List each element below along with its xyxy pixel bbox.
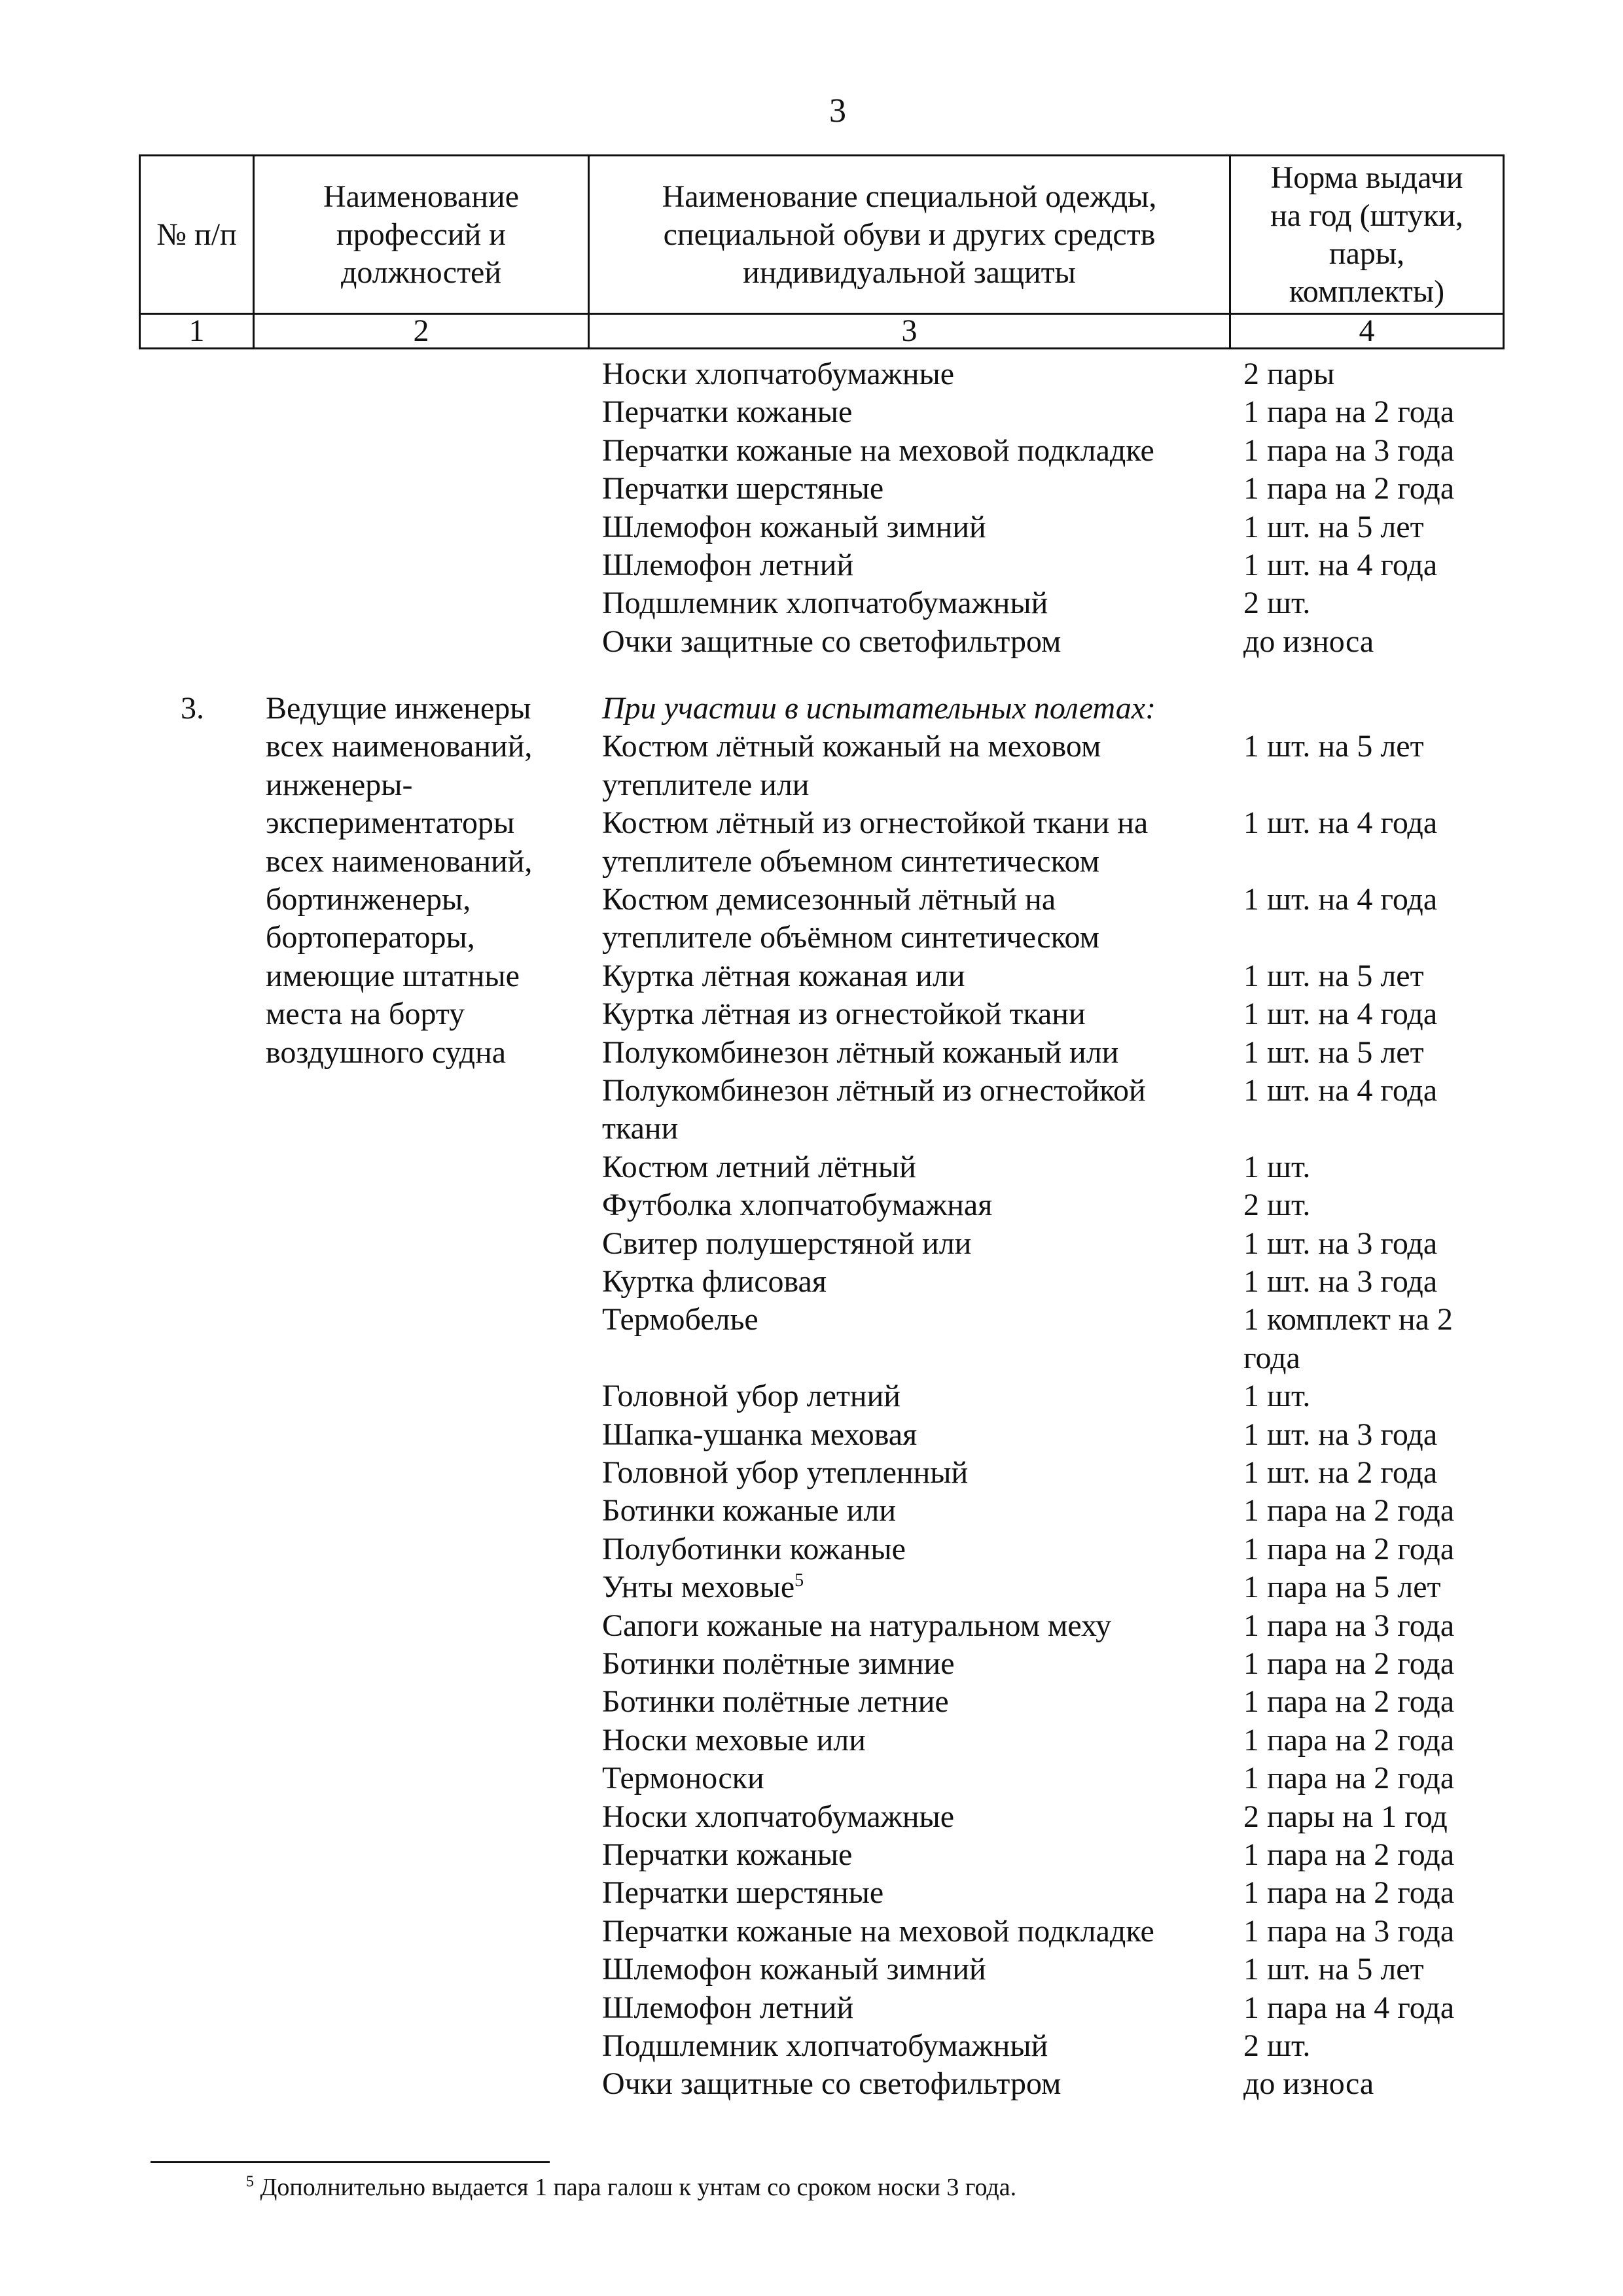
issue-norm: 2 пары на 1 год: [1243, 1799, 1448, 1834]
profession-text: воздушного судна: [266, 1034, 507, 1070]
equipment-name: Перчатки кожаные на меховой подкладке: [602, 433, 1154, 468]
column-number: 4: [1230, 314, 1504, 349]
equipment-name: Костюм летний лётный: [602, 1149, 916, 1184]
header-col3-line: индивидуальной защиты: [743, 255, 1076, 290]
issue-norm: 1 шт. на 4 года: [1243, 548, 1438, 582]
issue-norm: 1 шт. на 4 года: [1243, 805, 1438, 841]
issue-norm: 2 пары: [1243, 357, 1335, 391]
issue-norm: 1 шт. на 4 года: [1243, 1073, 1438, 1108]
equipment-name: Куртка лётная из огнестойкой ткани: [602, 997, 1086, 1032]
equipment-name: Носки хлопчатобумажные: [602, 357, 955, 391]
equipment-name: Костюм лётный из огнестойкой ткани на: [602, 805, 1149, 841]
equipment-name: Подшлемник хлопчатобумажный: [602, 586, 1048, 621]
equipment-name: Куртка лётная кожаная или: [602, 958, 965, 993]
page-number: 3: [829, 92, 846, 130]
equipment-name: Полукомбинезон лётный кожаный или: [602, 1034, 1119, 1070]
issue-norm: 1 пара на 2 года: [1243, 1761, 1455, 1796]
header-col4-line: Норма выдачи: [1270, 160, 1463, 195]
profession-text: экспериментаторы: [266, 805, 515, 841]
issue-norm: 1 шт. на 4 года: [1243, 882, 1438, 917]
equipment-name: Свитер полушерстяной или: [602, 1226, 972, 1261]
profession-text: всех наименований,: [266, 729, 533, 764]
equipment-name: Подшлемник хлопчатобумажный: [602, 2028, 1048, 2063]
row-number: 3.: [181, 691, 204, 726]
issue-norm: 1 пара на 3 года: [1243, 433, 1455, 468]
equipment-name: Головной убор утепленный: [602, 1455, 969, 1490]
footnote-marker: 5: [246, 2173, 254, 2191]
equipment-name: Перчатки шерстяные: [602, 471, 884, 506]
issue-norm: до износа: [1243, 2066, 1374, 2102]
equipment-name: Перчатки кожаные: [602, 1837, 853, 1872]
header-col2-line: Наименование: [323, 179, 520, 214]
issue-norm: 1 шт. на 3 года: [1243, 1264, 1438, 1299]
equipment-name: Носки хлопчатобумажные: [602, 1799, 955, 1834]
footnote: [246, 2171, 1016, 2204]
header-row: [140, 156, 1504, 314]
issue-norm: 1 шт.: [1243, 1379, 1311, 1414]
header-col4-line: на год (штуки,: [1270, 198, 1463, 233]
issue-norm: 1 пара на 2 года: [1243, 395, 1455, 430]
issue-norm: 1 пара на 5 лет: [1243, 1570, 1441, 1605]
header-col3-line: Наименование специальной одежды,: [662, 179, 1157, 214]
equipment-name: Ботинки полётные летние: [602, 1684, 949, 1720]
issue-norm: 1 шт. на 3 года: [1243, 1226, 1438, 1261]
issue-norm: 1 шт. на 5 лет: [1243, 729, 1424, 764]
header-col2-line: профессий и: [336, 217, 506, 252]
column-number-row: [140, 314, 1504, 349]
equipment-name: [602, 1568, 804, 1606]
equipment-name: Очки защитные со светофильтром: [602, 2066, 1061, 2102]
issue-norm: 1 пара на 4 года: [1243, 1990, 1455, 2025]
equipment-name: Шлемофон летний: [602, 548, 854, 582]
issue-norm: 1 пара на 2 года: [1243, 1722, 1455, 1757]
equipment-name: Сапоги кожаные на натуральном меху: [602, 1608, 1112, 1643]
issue-norm: 1 шт. на 2 года: [1243, 1455, 1438, 1490]
equipment-name: Футболка хлопчатобумажная: [602, 1188, 993, 1223]
condition-heading: При участии в испытательных полетах:: [602, 691, 1156, 726]
footnote-rule: [151, 2161, 550, 2163]
equipment-name: Перчатки кожаные на меховой подкладке: [602, 1913, 1154, 1949]
header-col3-line: специальной обуви и других средств: [663, 217, 1156, 252]
issue-norm: 1 пара на 2 года: [1243, 1837, 1455, 1872]
header-col-norm: [1230, 156, 1504, 314]
header-col-equipment: [589, 156, 1230, 314]
issue-norm: 1 пара на 2 года: [1243, 1493, 1455, 1528]
profession-text: всех наименований,: [266, 843, 533, 879]
issue-norm: 1 шт. на 4 года: [1243, 997, 1438, 1032]
issue-norm: 2 шт.: [1243, 586, 1311, 621]
header-col4-line: пары,: [1329, 236, 1405, 271]
profession-text: имеющие штатные: [266, 958, 520, 993]
equipment-name: утеплителе объемном синтетическом: [602, 843, 1099, 879]
equipment-name: Костюм демисезонный лётный на: [602, 882, 1056, 917]
issue-norm: 2 шт.: [1243, 1188, 1311, 1223]
equipment-name: утеплителе объёмном синтетическом: [602, 920, 1099, 955]
profession-text: Ведущие инженеры: [266, 691, 531, 726]
issue-norm: 1 шт. на 5 лет: [1243, 1952, 1424, 1987]
issue-norm: 1 пара на 3 года: [1243, 1608, 1455, 1643]
issue-norm: до износа: [1243, 624, 1374, 659]
equipment-name: Шлемофон кожаный зимний: [602, 1952, 986, 1987]
issue-norm: 2 шт.: [1243, 2028, 1311, 2063]
profession-text: инженеры-: [266, 767, 413, 802]
equipment-name: Шлемофон кожаный зимний: [602, 509, 986, 544]
issue-norm: 1 пара на 2 года: [1243, 1646, 1455, 1681]
issue-norm: 1 шт.: [1243, 1149, 1311, 1184]
issue-norm: 1 шт. на 5 лет: [1243, 958, 1424, 993]
equipment-name: Шлемофон летний: [602, 1990, 854, 2025]
issue-norm: 1 пара на 2 года: [1243, 471, 1455, 506]
issue-norm: 1 пара на 2 года: [1243, 1684, 1455, 1720]
equipment-name: Ботинки кожаные или: [602, 1493, 897, 1528]
equipment-name: ткани: [602, 1111, 679, 1146]
equipment-name: Термобелье: [602, 1302, 758, 1337]
header-col4-line: комплекты): [1289, 274, 1445, 309]
equipment-name: Перчатки шерстяные: [602, 1875, 884, 1911]
profession-text: места на борту: [266, 997, 465, 1032]
column-number: 1: [140, 314, 254, 349]
issue-norm: 1 шт. на 5 лет: [1243, 509, 1424, 544]
equipment-name: Куртка флисовая: [602, 1264, 827, 1299]
equipment-name: Носки меховые или: [602, 1722, 866, 1757]
header-col-profession: [254, 156, 589, 314]
issue-norm: 1 шт. на 3 года: [1243, 1417, 1438, 1452]
equipment-name: Шапка-ушанка меховая: [602, 1417, 918, 1452]
column-number: 2: [254, 314, 589, 349]
header-col-number: № п/п: [140, 156, 254, 314]
equipment-name: Очки защитные со светофильтром: [602, 624, 1061, 659]
equipment-name: Костюм лётный кожаный на меховом: [602, 729, 1101, 764]
issue-norm: 1 пара на 2 года: [1243, 1531, 1455, 1566]
equipment-name: утеплителе или: [602, 767, 810, 802]
equipment-name: Перчатки кожаные: [602, 395, 853, 430]
equipment-name-text: Унты меховые: [602, 1570, 795, 1605]
profession-text: бортинженеры,: [266, 882, 471, 917]
column-number: 3: [589, 314, 1230, 349]
footnote-text: Дополнительно выдается 1 пара галош к унтам со сроком носки 3 года.: [260, 2174, 1017, 2201]
equipment-name: Термоноски: [602, 1761, 764, 1796]
equipment-name: Полукомбинезон лётный из огнестойкой: [602, 1073, 1146, 1108]
issue-norm: 1 шт. на 5 лет: [1243, 1034, 1424, 1070]
header-col2-line: должностей: [340, 255, 502, 290]
issue-norm: года: [1243, 1340, 1300, 1375]
table-header: [139, 154, 1505, 349]
issue-norm: 1 пара на 3 года: [1243, 1913, 1455, 1949]
equipment-name: Головной убор летний: [602, 1379, 901, 1414]
issue-norm: 1 пара на 2 года: [1243, 1875, 1455, 1911]
profession-text: бортоператоры,: [266, 920, 475, 955]
equipment-name: Ботинки полётные зимние: [602, 1646, 955, 1681]
footnote-reference: 5: [794, 1570, 804, 1591]
equipment-name: Полуботинки кожаные: [602, 1531, 906, 1566]
issue-norm: 1 комплект на 2: [1243, 1302, 1453, 1337]
